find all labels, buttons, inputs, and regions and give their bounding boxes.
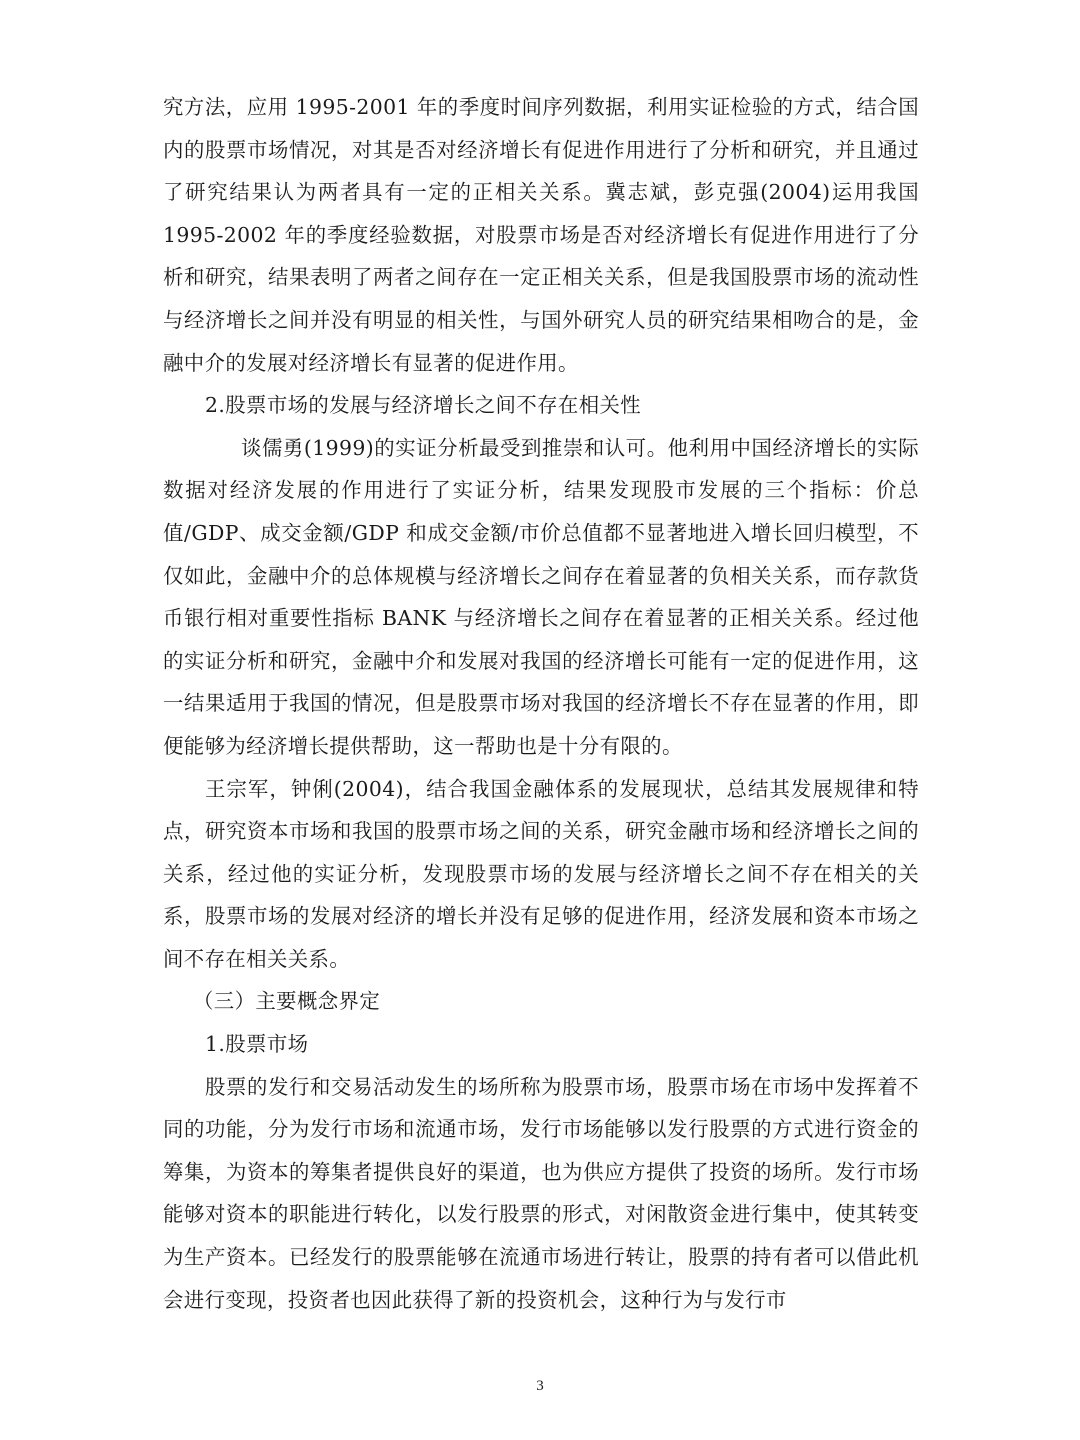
body-text <box>163 86 919 1321</box>
section-heading-concepts: （三）主要概念界定 <box>193 989 381 1014</box>
paragraph-continuation: 究方法，应用 1995-2001 年的季度时间序列数据，利用实证检验的方式，结合国内的股票市场情况，对其是否对经济增长有促进作用进行了分析和研究，并且通过了研究结果认为两者具有一定的正相关关系。冀志斌，彭克强(2004)运用我国 1995-2002 年的季度经验数据，对股票市场是否对经济增长有促进作用进行了分析和研究，结果表明了两者之间存在一定正相关关系，但是我国股票市场的流动性与经济增长之间并没有明显的相关性，与国外研究人员的研究结果相吻合的是，金融中介的发展对经济增长有显著的促进作用。 <box>163 95 919 375</box>
section-heading-stock-market: 1.股票市场 <box>205 1032 309 1057</box>
paragraph-stock-market-definition: 股票的发行和交易活动发生的场所称为股票市场，股票市场在市场中发挥着不同的功能，分为发行市场和流通市场，发行市场能够以发行股票的方式进行资金的筹集，为资本的筹集者提供良好的渠道，也为供应方提供了投资的场所。发行市场能够对资本的职能进行转化，以发行股票的形式，对闲散资金进行集中，使其转变为生产资本。已经发行的股票能够在流通市场进行转让，股票的持有者可以借此机会进行变现，投资者也因此获得了新的投资机会，这种行为与发行市 <box>163 1074 919 1312</box>
page-number: 3 <box>536 1378 544 1394</box>
paragraph-wang-zongjun: 王宗军，钟俐(2004)，结合我国金融体系的发展现状，总结其发展规律和特点，研究资本市场和我国的股票市场之间的关系，研究金融市场和经济增长之间的关系，经过他的实证分析，发现股票市场的发展与经济增长之间不存在相关的关系，股票市场的发展对经济的增长并没有足够的促进作用，经济发展和资本市场之间不存在相关关系。 <box>163 776 919 971</box>
section-heading-correlation: 2.股票市场的发展与经济增长之间不存在相关性 <box>205 393 642 418</box>
paragraph-tan-ruyong: 谈儒勇(1999)的实证分析最受到推崇和认可。他利用中国经济增长的实际数据对经济发展的作用进行了实证分析，结果发现股市发展的三个指标：价总值/GDP、成交金额/GDP 和成交金额/市价总值都不显著地进入增长回归模型，不仅如此，金融中介的总体规模与经济增长之间存在着显著的负相关关系，而存款货币银行相对重要性指标 BANK 与经济增长之间存在着显著的正相关关系。经过他的实证分析和研究，金融中介和发展对我国的经济增长可能有一定的促进作用，这一结果适用于我国的情况，但是股票市场对我国的经济增长不存在显著的作用，即便能够为经济增长提供帮助，这一帮助也是十分有限的。 <box>163 435 919 758</box>
